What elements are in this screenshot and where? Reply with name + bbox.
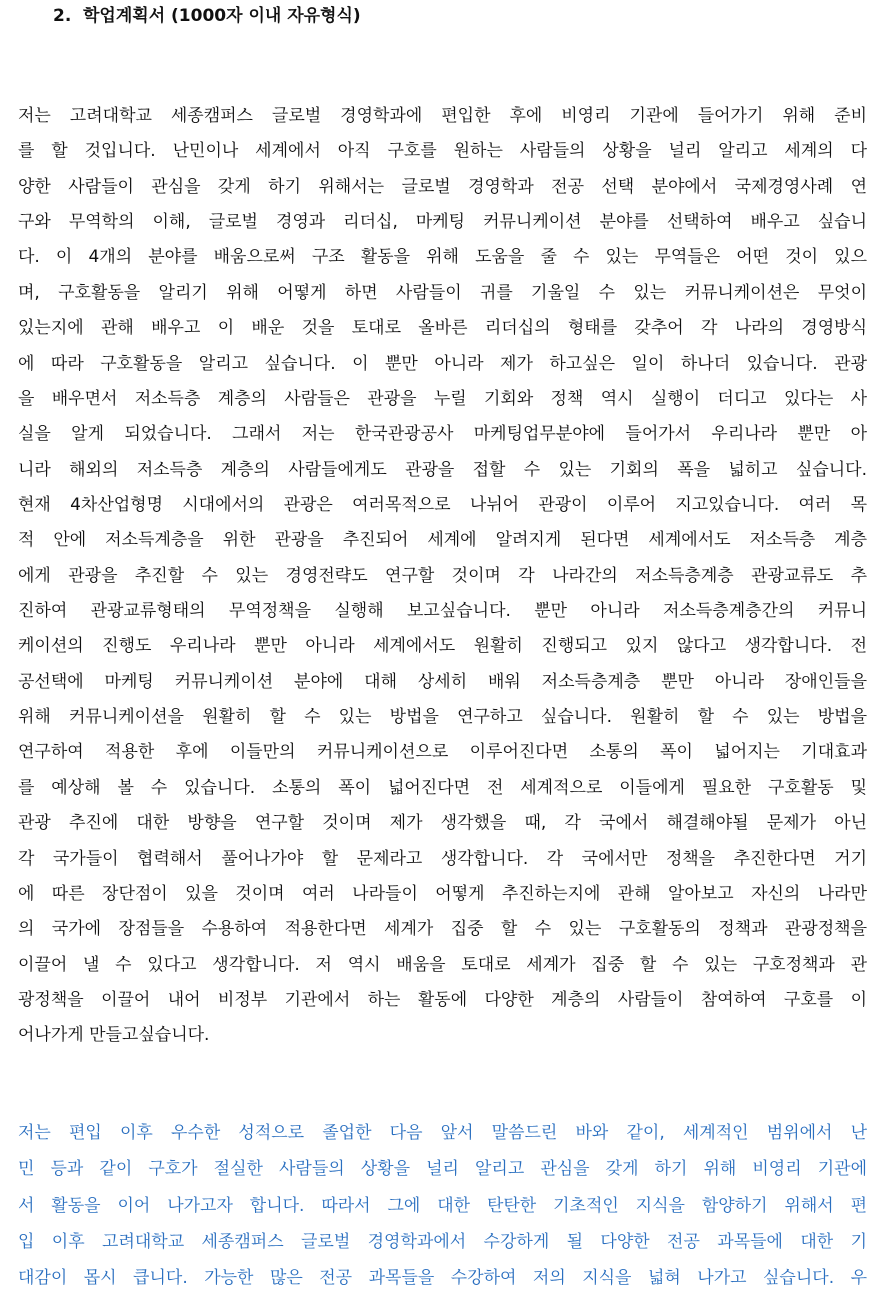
text-line: 를 예상해 볼 수 있습니다. 소통의 폭이 넓어진다면 전 세계적으로 이들에게 필요한 구호활동 및 xyxy=(18,777,867,798)
text-line: 을 배우면서 저소득층 계층의 사람들은 관광을 누릴 기회와 정책 역시 실행이 더디고 있다는 사 xyxy=(18,388,867,409)
text-line: 입 이후 고려대학교 세종캠퍼스 글로벌 경영학과에서 수강하게 될 다양한 전공 과목들에 대한 기 xyxy=(18,1231,867,1252)
text-line: 에 따른 장단점이 있을 것이며 여러 나라들이 어떻게 추진하는지에 관해 알아보고 자신의 나라만 xyxy=(18,883,867,904)
text-line: 진하여 관광교류형태의 무역정책을 실행해 보고싶습니다. 뿐만 아니라 저소득층계층간의 커뮤니 xyxy=(18,601,867,622)
body-paragraph-2 xyxy=(18,1115,867,1296)
text-line: 다. 이 4개의 분야를 배움으로써 구조 활동을 위해 도움을 줄 수 있는 무역들은 어떤 것이 있으 xyxy=(18,247,867,268)
text-line: 각 국가들이 협력해서 풀어나가야 할 문제라고 생각합니다. 각 국에서만 정책을 추진한다면 거기 xyxy=(18,848,867,869)
text-line: 에게 관광을 추진할 수 있는 경영전략도 연구할 것이며 각 나라간의 저소득층계층 관광교류도 추 xyxy=(18,565,867,586)
text-line: 에 따라 구호활동을 알리고 싶습니다. 이 뿐만 아니라 제가 하고싶은 일이 하나더 있습니다. 관광 xyxy=(18,353,867,374)
section-heading xyxy=(53,4,361,28)
text-line: 서 활동을 이어 나가고자 합니다. 따라서 그에 대한 탄탄한 기초적인 지식을 함양하기 위해서 편 xyxy=(18,1195,867,1216)
text-line: 양한 사람들이 관심을 갖게 하기 위해서는 글로벌 경영학과 전공 선택 분야에서 국제경영사례 연 xyxy=(18,176,867,197)
text-line: 있는지에 관해 배우고 이 배운 것을 토대로 올바른 리더십의 형태를 갖추어 각 나라의 경영방식 xyxy=(18,318,867,339)
text-line: 며, 구호활동을 알리기 위해 어떻게 하면 사람들이 귀를 기울일 수 있는 커뮤니케이션은 무엇이 xyxy=(18,282,867,303)
section-title: 학업계획서 (1000자 이내 자유형식) xyxy=(83,6,361,26)
text-line: 어나가게 만들고싶습니다. xyxy=(18,1025,210,1046)
text-line: 관광 추진에 대한 방향을 연구할 것이며 제가 생각했을 때, 각 국에서 해결해야될 문제가 아닌 xyxy=(18,813,867,834)
section-number: 2. xyxy=(53,6,72,26)
text-line: 대감이 몹시 큽니다. 가능한 많은 전공 과목들을 수강하여 저의 지식을 넓혀 나가고 싶습니다. 우 xyxy=(18,1268,867,1289)
text-line: 를 할 것입니다. 난민이나 세계에서 아직 구호를 원하는 사람들의 상황을 널리 알리고 세계의 다 xyxy=(18,141,867,162)
text-line: 의 국가에 장점들을 수용하여 적용한다면 세계가 집중 할 수 있는 구호활동의 정책과 관광정책을 xyxy=(18,919,867,940)
text-line: 실을 알게 되었습니다. 그래서 저는 한국관광공사 마케팅업무분야에 들어가서 우리나라 뿐만 아 xyxy=(18,424,867,445)
text-line: 연구하여 적용한 후에 이들만의 커뮤니케이션으로 이루어진다면 소통의 폭이 넓어지는 기대효과 xyxy=(18,742,867,763)
text-line: 이끌어 낼 수 있다고 생각합니다. 저 역시 배움을 토대로 세계가 집중 할 수 있는 구호정책과 관 xyxy=(18,954,867,975)
text-line: 공선택에 마케팅 커뮤니케이션 분야에 대해 상세히 배워 저소득층계층 뿐만 아니라 장애인들을 xyxy=(18,671,867,692)
text-line: 적 안에 저소득계층을 위한 관광을 추진되어 세계에 알려지게 된다면 세계에서도 저소득층 계층 xyxy=(18,530,867,551)
text-line: 구와 무역학의 이해, 글로벌 경영과 리더십, 마케팅 커뮤니케이션 분야를 선택하여 배우고 싶습니 xyxy=(18,212,867,233)
body-paragraph-1 xyxy=(18,99,867,1054)
text-line: 니라 해외의 저소득층 계층의 사람들에게도 관광을 접할 수 있는 기회의 폭을 넓히고 싶습니다. xyxy=(18,459,867,480)
text-line: 현재 4차산업형명 시대에서의 관광은 여러목적으로 나뉘어 관광이 이루어 지고있습니다. 여러 목 xyxy=(18,494,867,515)
text-line: 저는 편입 이후 우수한 성적으로 졸업한 다음 앞서 말씀드린 바와 같이, 세계적인 범위에서 난 xyxy=(18,1123,867,1143)
text-line: 저는 고려대학교 세종캠퍼스 글로벌 경영학과에 편입한 후에 비영리 기관에 들어가기 위해 준비 xyxy=(18,106,867,126)
text-line: 광정책을 이끌어 내어 비정부 기관에서 하는 활동에 다양한 계층의 사람들이 참여하여 구호를 이 xyxy=(18,989,867,1010)
text-line: 위해 커뮤니케이션을 원활히 할 수 있는 방법을 연구하고 싶습니다. 원활히 할 수 있는 방법을 xyxy=(18,707,867,728)
text-line: 민 등과 같이 구호가 절실한 사람들의 상황을 널리 알리고 관심을 갖게 하기 위해 비영리 기관에 xyxy=(18,1159,867,1180)
text-line: 케이션의 진행도 우리나라 뿐만 아니라 세계에서도 원활히 진행되고 있지 않다고 생각합니다. 전 xyxy=(18,636,867,657)
